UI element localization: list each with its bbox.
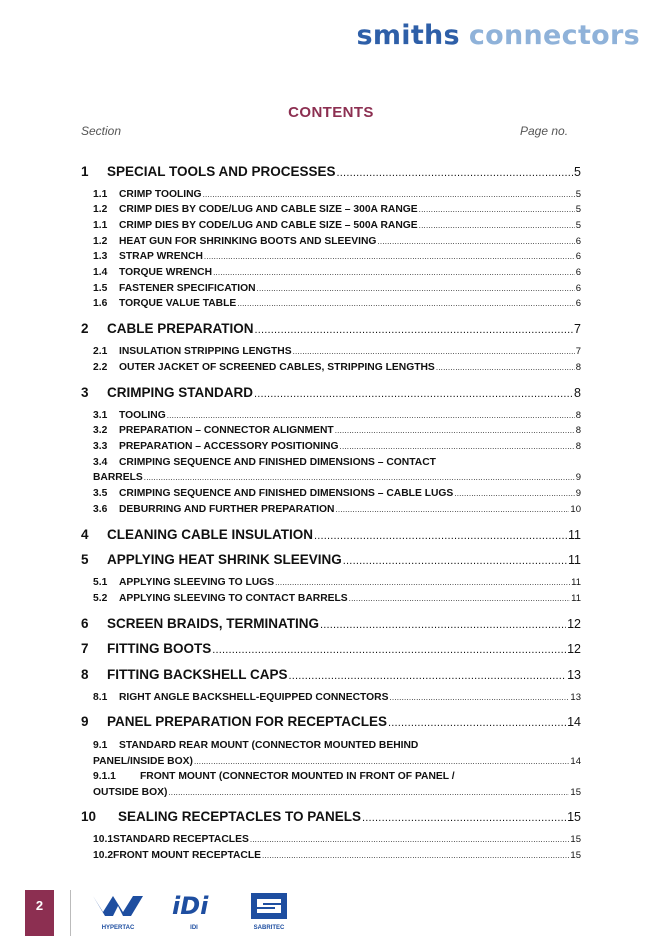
toc-entry[interactable]: 9 PANEL PREPARATION FOR RECEPTACLES ..... 14 [81,714,581,729]
toc-entry[interactable]: 10 SEALING RECEPTACLES TO PANELS ..... 15 [81,809,581,824]
sabritec-icon [249,892,289,920]
toc-entry[interactable]: 10.1STANDARD RECEPTACLES ..... 15 [93,834,581,845]
brand-part-1: smiths [356,20,460,51]
sabritec-label: SABRITEC [253,925,285,931]
toc-entry[interactable]: BARRELS ..... 9 [93,472,581,483]
toc-entry[interactable]: 3 CRIMPING STANDARD ..... 8 [81,385,581,400]
brand-part-2: connectors [468,20,640,51]
brand-logo [356,20,640,51]
toc-entry[interactable]: PANEL/INSIDE BOX) ..... 14 [93,756,581,767]
sabritec-logo [249,892,289,931]
idi-logo [170,892,218,931]
toc-entry[interactable]: 10.2FRONT MOUNT RECEPTACLE ..... 15 [93,850,581,861]
idi-icon [170,892,218,920]
page-column-label: Page no. [520,124,569,138]
toc-entry-first-line[interactable]: 3.4 CRIMPING SEQUENCE AND FINISHED DIMENSIONS – CONTACT [93,457,436,468]
toc-entry[interactable]: OUTSIDE BOX) ..... 15 [93,787,581,798]
toc-entry[interactable]: 1.3 STRAP WRENCH ..... 6 [93,251,581,262]
toc-entry[interactable]: 3.6 DEBURRING AND FURTHER PREPARATION ..... 10 [93,504,581,515]
toc-entry[interactable]: 2 CABLE PREPARATION ..... 7 [81,321,581,336]
toc-entry[interactable]: 1 SPECIAL TOOLS AND PROCESSES ..... 5 [81,164,581,179]
toc-entry[interactable]: 1.5 FASTENER SPECIFICATION ..... 6 [93,283,581,294]
footer-page-bar [25,890,54,936]
toc-entry[interactable]: 2.2 OUTER JACKET OF SCREENED CABLES, STRIPPING LENGTHS ..... 8 [93,362,581,373]
footer-divider [70,890,71,936]
toc-entry[interactable]: 5.1 APPLYING SLEEVING TO LUGS ..... 11 [93,577,581,588]
section-column-label: Section [81,124,122,138]
toc-entry[interactable]: 8 FITTING BACKSHELL CAPS ..... 13 [81,667,581,682]
toc-entry[interactable]: 3.2 PREPARATION – CONNECTOR ALIGNMENT ..... 8 [93,425,581,436]
toc-entry[interactable]: 6 SCREEN BRAIDS, TERMINATING ..... 12 [81,616,581,631]
toc-entry[interactable]: 2.1 INSULATION STRIPPING LENGTHS ..... 7 [93,346,581,357]
toc-entry[interactable]: 8.1 RIGHT ANGLE BACKSHELL-EQUIPPED CONNECTORS ..... 13 [93,692,581,703]
svg-text:iDi: iDi [172,892,209,920]
toc-entry-first-line[interactable]: 9.1.1 FRONT MOUNT (CONNECTOR MOUNTED IN FRONT OF PANEL / [93,771,455,782]
toc-entry[interactable]: 5.2 APPLYING SLEEVING TO CONTACT BARRELS ..... 11 [93,593,581,604]
toc-entry[interactable]: 1.1 CRIMP DIES BY CODE/LUG AND CABLE SIZE – 500A RANGE ..... 5 [93,220,581,231]
toc-entry[interactable]: 3.1 TOOLING ..... 8 [93,410,581,421]
toc-entry[interactable]: 3.5 CRIMPING SEQUENCE AND FINISHED DIMENSIONS – CABLE LUGS ..... 9 [93,488,581,499]
toc-entry-first-line[interactable]: 9.1 STANDARD REAR MOUNT (CONNECTOR MOUNTED BEHIND [93,740,419,751]
toc-entry[interactable]: 7 FITTING BOOTS ..... 12 [81,641,581,656]
toc-entry[interactable]: 1.2 CRIMP DIES BY CODE/LUG AND CABLE SIZE – 300A RANGE ..... 5 [93,204,581,215]
hypertac-label: HYPERTAC [101,925,135,931]
hypertac-logo [89,892,147,931]
contents-title: CONTENTS [288,104,374,121]
toc-entry[interactable]: 1.6 TORQUE VALUE TABLE ..... 6 [93,298,581,309]
toc-entry[interactable]: 4 CLEANING CABLE INSULATION ..... 11 [81,527,581,542]
page-number: 2 [35,898,44,913]
toc-entry[interactable]: 5 APPLYING HEAT SHRINK SLEEVING ..... 11 [81,552,581,567]
toc-entry[interactable]: 3.3 PREPARATION – ACCESSORY POSITIONING ..... 8 [93,441,581,452]
hypertac-icon [89,892,147,920]
toc-entry[interactable]: 1.4 TORQUE WRENCH ..... 6 [93,267,581,278]
idi-label: IDI [190,925,198,931]
toc-entry[interactable]: 1.2 HEAT GUN FOR SHRINKING BOOTS AND SLEEVING ..... 6 [93,236,581,247]
toc-entry[interactable]: 1.1 CRIMP TOOLING ..... 5 [93,189,581,200]
